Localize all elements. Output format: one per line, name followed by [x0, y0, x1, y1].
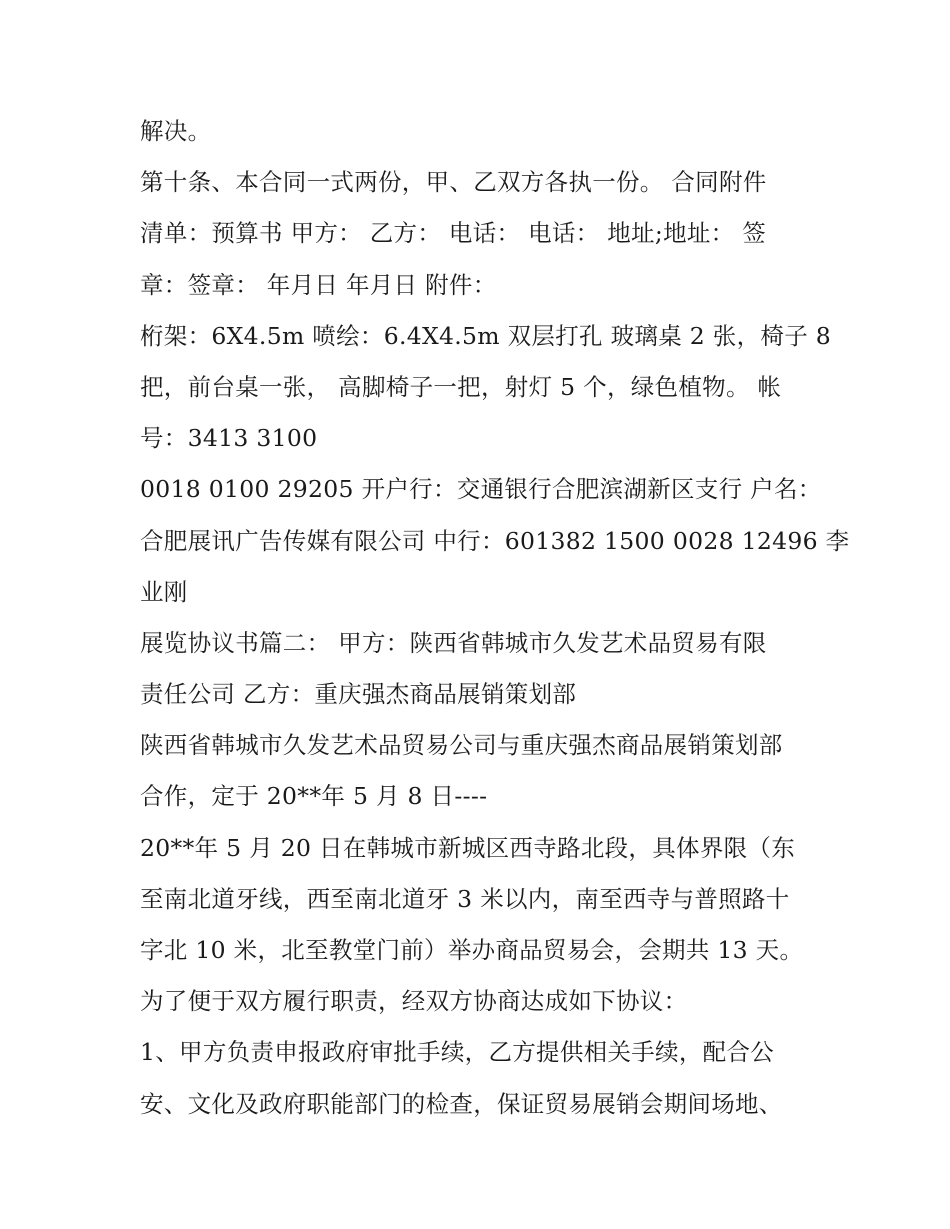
text-line: 解决。 [140, 117, 212, 145]
text-line: 把，前台桌一张， 高脚椅子一把，射灯 5 个，绿色植物。 帐 [140, 372, 782, 401]
text-line: 20**年 5 月 20 日在韩城市新城区西寺路北段，具体界限（东 [140, 833, 796, 862]
text-line: 0018 0100 29205 开户行：交通银行合肥滨湖新区支行 户名： [140, 475, 822, 504]
text-line: 至南北道牙线，西至南北道牙 3 米以内，南至西寺与普照路十 [140, 884, 790, 913]
text-line: 陕西省韩城市久发艺术品贸易公司与重庆强杰商品展销策划部 [140, 731, 783, 760]
text-line: 桁架：6X4.5m 喷绘：6.4X4.5m 双层打孔 玻璃桌 2 张，椅子 8 [140, 321, 832, 350]
text-line: 业刚 [140, 577, 188, 606]
text-line: 章：签章： 年月日 年月日 附件： [140, 270, 497, 299]
text-line: 合作，定于 20**年 5 月 8 日---- [140, 782, 488, 811]
text-line: 安、文化及政府职能部门的检查，保证贸易展销会期间场地、 [140, 1089, 783, 1118]
document-body [140, 106, 850, 1130]
text-line: 字北 10 米，北至教堂门前）举办商品贸易会，会期共 13 天。 [140, 936, 804, 964]
text-line: 责任公司 乙方：重庆强杰商品展销策划部 [140, 680, 577, 709]
text-line: 展览协议书篇二： 甲方：陕西省韩城市久发艺术品贸易有限 [140, 628, 767, 657]
text-line: 清单：预算书 甲方： 乙方： 电话： 电话： 地址;地址： 签 [140, 219, 767, 248]
text-line: 号：3413 3100 [140, 424, 318, 453]
text-line: 1、甲方负责申报政府审批手续，乙方提供相关手续，配合公 [140, 1038, 775, 1067]
text-line: 第十条、本合同一式两份，甲、乙双方各执一份。 合同附件 [140, 168, 767, 197]
text-line: 为了便于双方履行职责，经双方协商达成如下协议： [140, 987, 688, 1016]
text-line: 合肥展讯广告传媒有限公司 中行：601382 1500 0028 12496 李 [140, 526, 850, 555]
